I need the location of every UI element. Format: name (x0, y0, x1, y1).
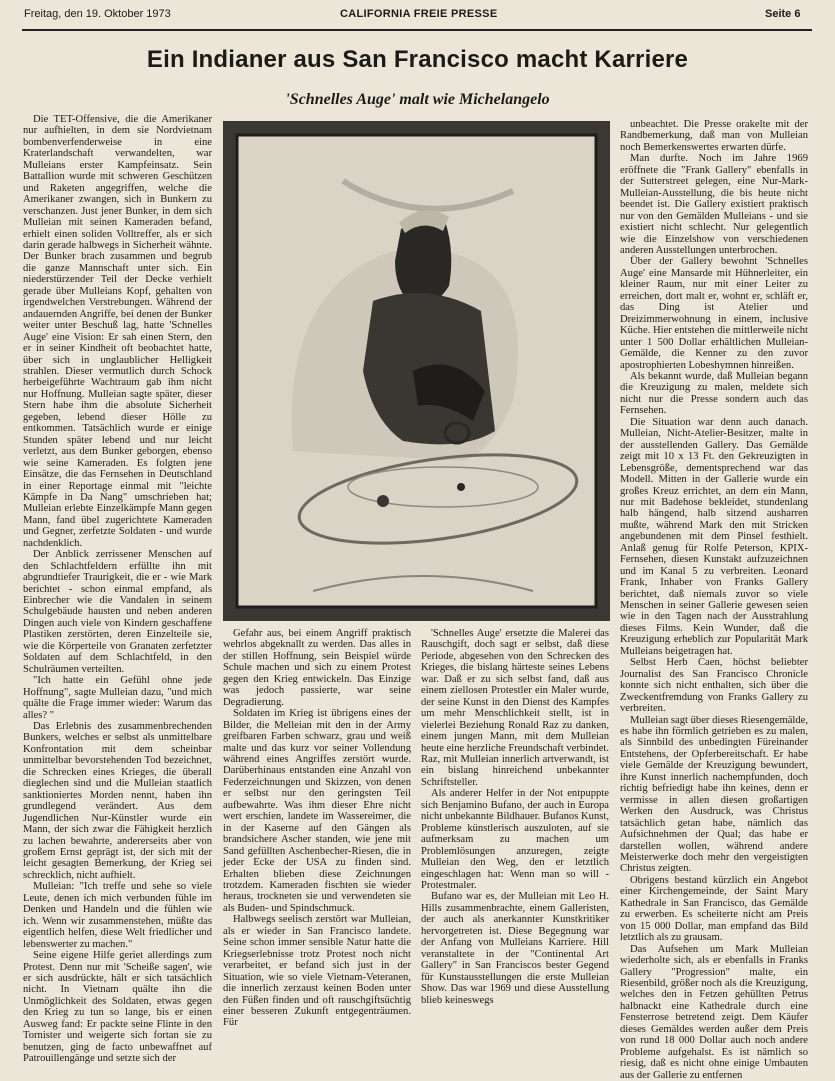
subheadline: 'Schnelles Auge' malt wie Michelangelo (285, 91, 550, 108)
paragraph: Seine eigene Hilfe geriet allerdings zum Protest. Denn nur mit 'Scheiße sagen', wie er sich ausdrückte, hält er sich tatsächlich nicht. In Vietnam quälte ihn die Unmöglichkeit des Soldaten, etwas gegen den Krieg zu tun so lange, bis er einen Ausweg fand: Er packte seine Flinte in den Tornister und weigerte sich fortan sie zu benutzen, ging de facto unbewaffnet auf Patrouillengänge und setzte sich der (23, 950, 212, 1065)
painting-portrait-image (223, 121, 610, 621)
paragraph: unbeachtet. Die Presse orakelte mit der Randbemerkung, daß man von Mulleian noch Bemerkenswertes erwarten dürfe. (620, 119, 808, 153)
masthead-rule (22, 29, 812, 31)
painting-illustration (223, 121, 610, 621)
paragraph: Die TET-Offensive, die die Amerikaner nur aufhielten, in dem sie Nordvietnam bombenverfenderweise in eine Kraterlandschaft verwandelten, war Mulleians erster Kampfeinsatz. Sein Battallion wurde mit schweren Geschützen und Raketen angegriffen, welche die Amerikaner zwangen, sich in Bunkern zu verschanzen. Just jener Bunker, in dem sich Mulleian mit seinen Kameraden befand, erhielt einen soliden Volltreffer, als er sich darin gerade halbwegs in Sicherheit wähnte. Der Bunker brach zusammen und begrub die ganze Mannschaft unter sich. Ein niederstürzender Teil der Decke verhielt gerade über Mulleians Kopf, gehalten von irgendwelchen Verstrebungen. Während der andauernden Angriffe, bei denen der Bunker weiter unter Beschuß lag, hatte 'Schnelles Auge' eine Vision: Er sah einen Stern, den er in seiner Kindheit oft beobachtet hatte, über sich in unglaublicher Helligkeit strahlen. Dieser vermutlich durch Schock herbeigeführte Wachtraum gab ihm nicht nur Hoffnung. Mulleian sagte später, dieser Stern habe ihm die absolute Sicherheit gegeben, lebend dieser Hölle zu entkommen. Tatsächlich wurde er einige Stunden später lebend und nur leicht verletzt, aus dem Bunker geborgen, ebenso wie seine Kameraden. Es folgten jene Einsätze, die das Fernsehen in Deutschland in einer Reportage einmal mit "leichte Kämpfe in Da Nang" umschrieben hat; Mulleian erlebte Einzelkämpfe Mann gegen Mann, fand übel zugerichtete Kameraden und Gegner, zerfetzte Soldaten - und wurde nachdenklich. (23, 114, 212, 549)
paragraph: Man durfte. Noch im Jahre 1969 eröffnete die "Frank Gallery" ebenfalls in der Sutterstreet gelegen, eine Nur-Mark-Mulleian-Ausstellung, die bis heute nicht beendet ist. Die Gallery existiert praktisch nur von den Gemälden Mulleians - und sie existiert nicht schlecht. Nur gelegentlich wie die Einzelshow von verschiedenen anderen Ausstellungen unterbrochen. (620, 153, 808, 256)
paragraph: Die Situation war denn auch danach. Mulleian, Nicht-Atelier-Besitzer, malte in der ausstellenden Gallery. Das Gemälde zeigt mit 10 x 13 Ft. den Gekreuzigten in Lebensgröße, dementsprechend war das Modell. Mitten in der Gallerie wurde ein großes Kreuz errichtet, an dem ein Mann, nur mit Badehose bekleidet, stundenlang halb hängend, halb sitzend ausharren mußte, während Mark den mit Stricken angebundenen mit dem Pinsel festhielt. Anlaß genug für Rolfe Peterson, KPIX-Fernsehen, diesen Kunstakt aufzuzeichnen und im Kanal 5 zu verbreiten. Leonard Frank, Inhaber von Franks Gallery berichtet, daß niemals zuvor so viele Menschen in seiner Gallerie gewesen seien wie in den Tagen nach der Ausstrahlung dieses Films. Kein Wunder, daß die Kreuzigung erheblich zur Popularität Mark Mulleians beigetragen hat. (620, 416, 808, 657)
article-column-1 (23, 114, 212, 1065)
paragraph: "Ich hatte ein Gefühl ohne jede Hoffnung", sagte Mulleian dazu, "und mich quälte die Frage immer wieder: Warum das alles? " (23, 675, 212, 721)
article-column-3 (421, 628, 609, 1010)
paragraph: Selbst Herb Caen, höchst beliebter Journalist des San Francisco Chronicle konnte sich nicht enthalten, sich über die Zweckentfremdung von Franks Gallery zu verbreiten. (620, 657, 808, 715)
page-number: Seite 6 (765, 8, 801, 20)
masthead (0, 0, 835, 40)
paragraph: 'Schnelles Auge' ersetzte die Malerei das Rauschgift, doch sagt er selbst, daß diese Periode, abgesehen von den Schrecken des Krieges, die bislang härteste seines Lebens war. Daß er zu sich selbst fand, daß aus einem ziellosen Protestler ein Maler wurde, der seine Kunst in den Dienst des Kampfes um mehr Menschlichkeit stellt, ist in vielerlei Beziehung Ronald Raz zu danken, einem jungen Mann, mit dem Mulleian heute eine herzliche Freundschaft verbindet. Raz, mit Mulleian innerlich artverwandt, ist ein bislang hinreichend unbekannter Schriftsteller. (421, 628, 609, 788)
newspaper-name: CALIFORNIA FREIE PRESSE (340, 8, 498, 20)
issue-date: Freitag, den 19. Oktober 1973 (24, 8, 171, 20)
paragraph: Bufano war es, der Mulleian mit Leo H. Hills zusammenbrachte, einem Galleristen, der auch als anerkannter Kunstkritiker hervorgetreten ist. Diese Begegnung war der Anfang von Mulleians Karriere. Hill veranstaltete in der "Continental Art Gallery" in San Franciscos bester Gegend für Kunstausstellungen die erste Mulleian Show. Das war 1969 und diese Ausstellung blieb keineswegs (421, 891, 609, 1006)
paragraph: Mulleian: "Ich treffe und sehe so viele Leute, denen ich mich verbunden fühle im Denken und Handeln und die fühlen wie ich. Wenn wir zusammenstehen, müßte das eigentlich helfen, diese Welt friedlicher und lebenswerter zu machen." (23, 881, 212, 950)
paragraph: Das Erlebnis des zusammenbrechenden Bunkers, welches er selbst als unmittelbare Konfrontation mit dem scheinbar unmittelbar bevorstehenden Tod bezeichnet, die Schrecken eines Krieges, die überall dieglechen sind und die Mulleian staatlich sanktioniertes Morden nennt, haben ihn grundlegend verändert. Aus dem Jugendlichen Nur-Künstler wurde ein Mann, der sich zwar die Fähigkeit herzlich zu lachen bewahrte, andererseits aber von großem Ernst geprägt ist, der sich mit der leicht gesagten Bemerkung, der Krieg sei schrecklich, nicht aufhielt. (23, 721, 212, 881)
paragraph: Der Anblick zerrissener Menschen auf den Schlachtfeldern erfüllte ihn mit abgrundtiefer Traurigkeit, die er - wie Mark berichtet - schon einmal empfand, als Einbrecher wie die Vandalen in seinem Schulgebäude hausten und neben anderen Dingen auch viele von Kindern geschaffene Plastiken zerstörten, deren Einzelteile sie, wie die Körperteile von Granaten zerfetzter Soldaten auf dem Schlachtfeld, in den Schulräumen verteilten. (23, 549, 212, 675)
paragraph: Das Aufsehen um Mark Mulleian wiederholte sich, als er ebenfalls in Franks Gallery "Progression" malte, ein Riesenbild, größer noch als die Kreuzigung, welches den in Fetzen gehüllten Petrus halbnackt eine Kathedrale durch eine Fensterrose betretend zeigt. Dem Käufer dieses Gemäldes werden außer dem Preis von rund 18 000 Dollar auch noch andere Probleme aufgehalst. Es ist nämlich so riesig, daß es nicht ohne einige Umbauten aus der Gallerie zu entfernen (620, 943, 808, 1081)
article-column-4 (620, 119, 808, 1081)
paragraph: Gefahr aus, bei einem Angriff praktisch wehrlos abgeknallt zu werden. Das alles in der stillen Hoffnung, sein Beispiel würde Schule machen und sich zu einem Protest gegen den Krieg entwickeln. Das Einzige was jedoch passierte, war seine Degradierung. (223, 628, 411, 708)
paragraph: Halbwegs seelisch zerstört war Mulleian, als er wieder in San Francisco landete. Seine schon immer sensible Natur hatte die Kriegserlebnisse trotz Protest noch nicht verarbeitet, er befand sich just in der Situation, wie so viele Vietnam-Veteranen, die innerlich zerzaust keinen Boden unter den Füßen finden und oft rauschgiftsüchtig einer besseren Zukunft entgegenträumen. Für (223, 914, 411, 1029)
paragraph: Soldaten im Krieg ist übrigens eines der Bilder, die Melleian mit den in der Army greifbaren Farben schwarz, grau und weiß malte und das kurz vor seiner Vollendung während eines Angriffes zerstört wurde. Darüberhinaus entstanden eine Anzahl von Federzeichnungen und Skizzen, von denen er selbst nur den geringsten Teil aufbewahrte. Was ihm dieser Ehre nicht wert erschien, landete im Wassereimer, die in der Kaserne auf den Gängen als brandsichere Ascher standen, wie jene mit Sand gefüllten Aschenbecher-Riesen, die in jeder Ecke der USA zu finden sind. Erhalten blieben diese Zeichnungen trotzdem. Kameraden fischten sie wieder heraus, trockneten sie und verwendeten sie als Buden- und Spindschmuck. (223, 708, 411, 914)
headline: Ein Indianer aus San Francisco macht Karriere (146, 46, 689, 73)
paragraph: Mulleian sagt über dieses Riesengemälde, es habe ihn förmlich getrieben es zu malen, als Sinnbild des unbedingten Füreinander Entstehens, der Opferbereitschaft. Er habe viele Gemälde der Kreuzigung bewundert, ihre Kunst innerlich nachempfunden, doch richtig befriedigt habe ihn keines, denn er vermisse in allen diesen großartigen Werken den Ausdruck, was Christus tatsächlich getan habe, nämlich das Aufsichnehmen der Qual; das habe er darstellen wollen, während andere Meisterwerke doch mehr den vergeistigten Christus zeigten. (620, 714, 808, 875)
paragraph: Als anderer Helfer in der Not entpuppte sich Benjamino Bufano, der auch in Europa nicht unbekannte Bildhauer. Bufanos Kunst, Probleme künstlerisch auszuloten, auf sie aufmerksam zu machen um Problemlösungen anzuregen, zeigte Mulleian den Weg, den er letztlich eingeschlagen hat: Wenn man so will - Protestmaler. (421, 788, 609, 891)
paragraph: Als bekannt wurde, daß Mulleian begann die Kreuzigung zu malen, meldete sich nicht nur die Presse sondern auch das Fernsehen. (620, 370, 808, 417)
paragraph: Über der Gallery bewohnt 'Schnelles Auge' eine Mansarde mit Hühnerleiter, ein kleiner Raum, nur mit einer Leiter zu erreichen, dort malt er, wohnt er, schläft er, das Ding ist Atelier und Dreizimmerwohnung in einem, inclusive Küche. Hier entstehen die mittlerweile nicht unter 1 500 Dollar erhältlichen Mulleian-Gemälde, die Kenner zu den zuvor apostrophierten Lobeshymnen hinreißen. (620, 256, 808, 371)
article-column-2 (223, 628, 411, 1029)
paragraph: Obrigens bestand kürzlich ein Angebot einer Kirchengemeinde, der Saint Mary Kathedrale in San Francisco, das Gemälde zu erwerben. Es scheiterte nicht am Preis von 15 000 Dollar, man empfand das Bild letztlich als zu grausam. (620, 874, 808, 944)
